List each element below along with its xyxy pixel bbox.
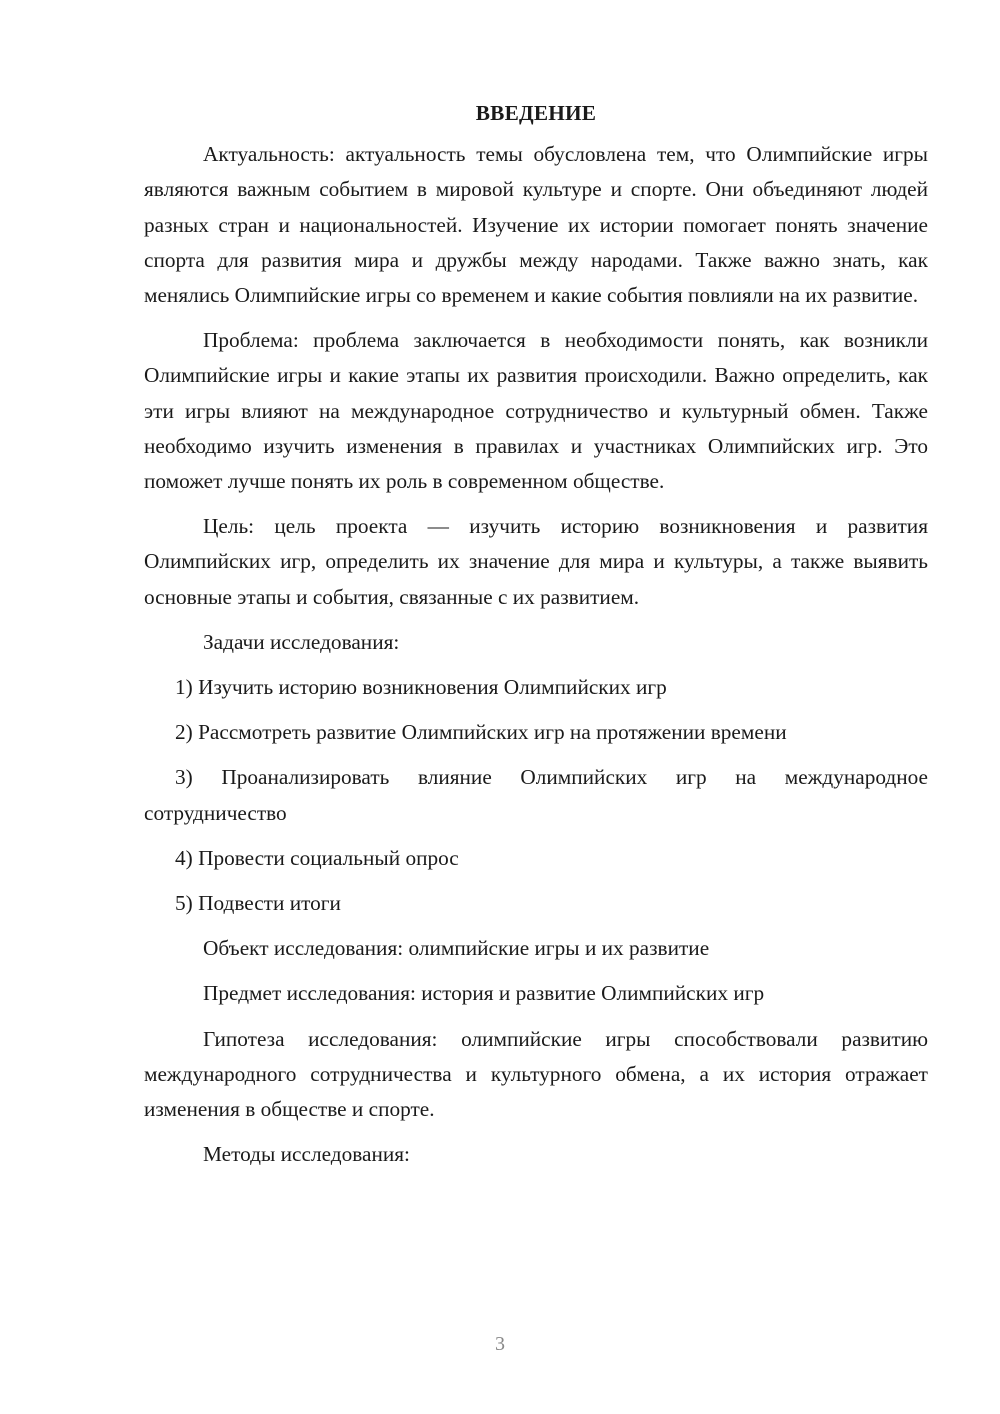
relevance-paragraph: Актуальность: актуальность темы обусловлена тем, что Олимпийские игры являются важным событием в мировой культуре и спорте. Они объединяют людей разных стран и национальностей. Изучение их истории помогает понять значение спорта для развития мира и дружбы между народами. Также важно знать, как менялись Олимпийские игры со временем и какие события повлияли на их развитие. [144,142,928,308]
task-item: 1) Изучить историю возникновения Олимпийских игр [175,675,667,700]
section-heading: ВВЕДЕНИЕ [475,101,597,125]
research-subject: Предмет исследования: история и развитие Олимпийских игр [203,981,765,1006]
page-number: 3 [495,1333,505,1355]
tasks-title: Задачи исследования: [203,629,400,654]
goal-paragraph: Цель: цель проекта — изучить историю возникновения и развития Олимпийских игр, определить их значение для мира и культуры, а также выявить основные этапы и события, связанные с их развитием. [144,514,928,609]
methods-title: Методы исследования: [203,1142,410,1167]
research-object: Объект исследования: олимпийские игры и их развитие [203,936,710,961]
problem-paragraph: Проблема: проблема заключается в необходимости понять, как возникли Олимпийские игры и какие этапы их развития происходили. Важно определить, как эти игры влияют на международное сотрудничество и культурный обмен. Также необходимо изучить изменения в правилах и участниках Олимпийских игр. Это поможет лучше понять их роль в современном обществе. [144,328,928,494]
tasks-list [144,670,928,921]
task-item: 4) Провести социальный опрос [175,845,459,870]
task-item: 5) Подвести итоги [175,891,341,916]
document-page [144,96,928,1182]
hypothesis-paragraph: Гипотеза исследования: олимпийские игры способствовали развитию международного сотрудничества и культурного обмена, а их история отражает изменения в обществе и спорте. [144,1026,928,1122]
task-item: 3) Проанализировать влияние Олимпийских игр на международное сотрудничество [144,765,928,825]
task-item: 2) Рассмотреть развитие Олимпийских игр на протяжении времени [175,720,787,745]
